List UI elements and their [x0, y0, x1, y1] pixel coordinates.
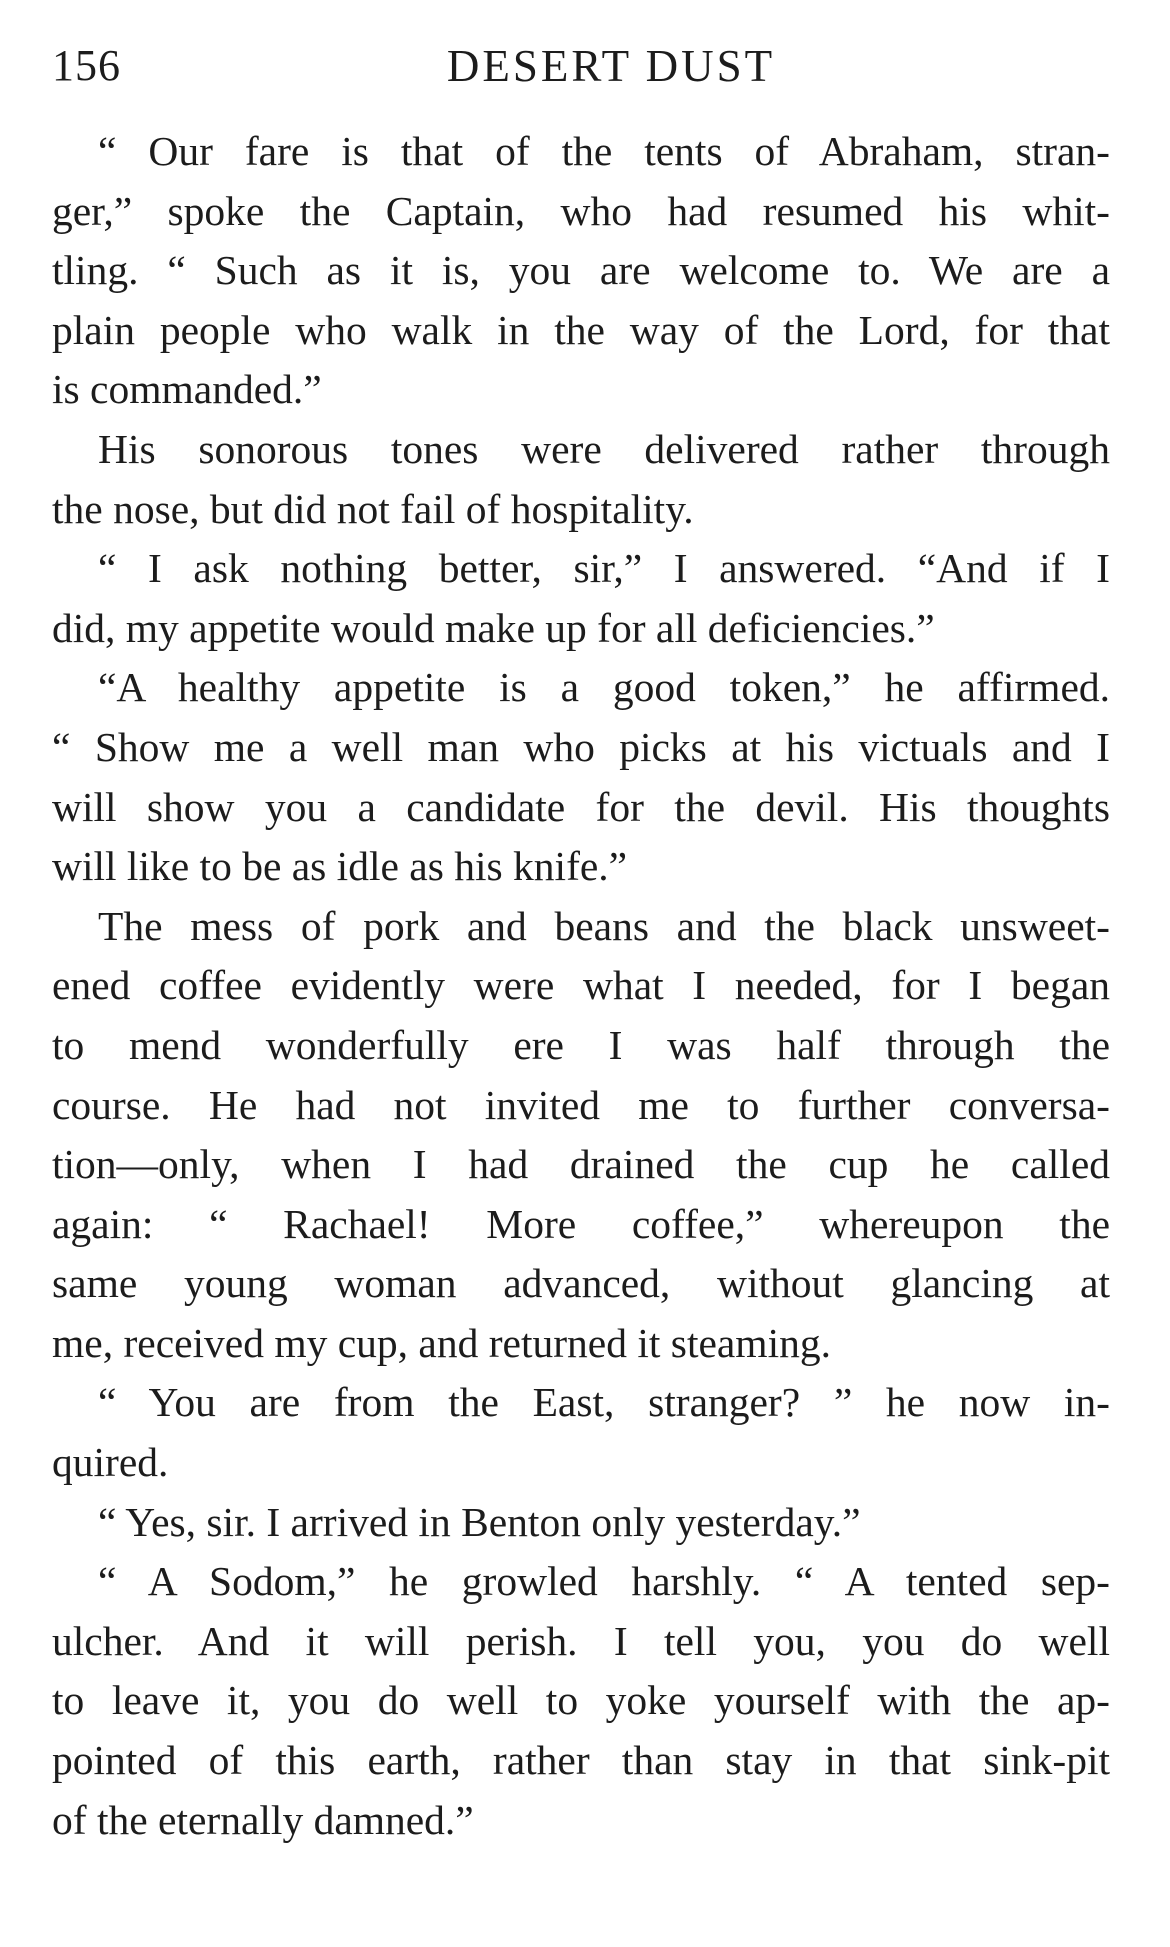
paragraph — [52, 1493, 1110, 1553]
paragraph — [52, 658, 1110, 896]
running-head — [52, 36, 1110, 96]
text-line: His sonorous tones were delivered rather through — [98, 425, 1110, 472]
text-line: plain people who walk in the way of the Lord, for that — [52, 306, 1110, 353]
text-line: “ Yes, sir. I arrived in Benton only yesterday.” — [98, 1498, 861, 1545]
text-line: ger,” spoke the Captain, who had resumed his whit- — [52, 187, 1110, 234]
text-line: is commanded.” — [52, 366, 322, 413]
text-line: will like to be as idle as his knife.” — [52, 843, 628, 890]
text-line: ulcher. And it will perish. I tell you, you do well — [52, 1617, 1110, 1664]
text-line: “A healthy appetite is a good token,” he affirmed. — [98, 664, 1110, 711]
text-line: course. He had not invited me to further conversa- — [52, 1081, 1110, 1128]
text-line: tling. “ Such as it is, you are welcome to. We are a — [52, 247, 1110, 294]
text-line: “ I ask nothing better, sir,” I answered. “And if I — [98, 545, 1110, 592]
text-line: “ Show me a well man who picks at his victuals and I — [52, 723, 1110, 770]
text-line: of the eternally damned.” — [52, 1796, 474, 1843]
text-line: me, received my cup, and returned it steaming. — [52, 1319, 831, 1366]
body-text — [52, 122, 1110, 1850]
paragraph — [52, 897, 1110, 1374]
paragraph — [52, 539, 1110, 658]
text-line: pointed of this earth, rather than stay in that sink-pit — [52, 1737, 1110, 1784]
text-line: to leave it, you do well to yoke yourself with the ap- — [52, 1677, 1110, 1724]
paragraph — [52, 1373, 1110, 1492]
text-line: the nose, but did not fail of hospitality. — [52, 485, 694, 532]
text-line: “ You are from the East, stranger? ” he now in- — [98, 1379, 1110, 1426]
text-line: “ Our fare is that of the tents of Abraham, stran- — [98, 128, 1110, 174]
paragraph — [52, 1552, 1110, 1850]
text-line: tion—only, when I had drained the cup he called — [52, 1141, 1110, 1188]
text-line: same young woman advanced, without glancing at — [52, 1260, 1110, 1307]
paragraph — [52, 420, 1110, 539]
paragraph — [52, 122, 1110, 420]
text-line: to mend wonderfully ere I was half through the — [52, 1021, 1110, 1068]
text-line: “ A Sodom,” he growled harshly. “ A tented sep- — [98, 1558, 1110, 1605]
running-title: DESERT DUST — [446, 41, 776, 91]
text-line: quired. — [52, 1439, 169, 1486]
text-line: The mess of pork and beans and the black unsweet- — [98, 902, 1110, 949]
text-line: did, my appetite would make up for all deficiencies.” — [52, 604, 935, 651]
page-number: 156 — [52, 41, 121, 90]
text-line: again: “ Rachael! More coffee,” whereupon the — [52, 1200, 1110, 1247]
text-line: will show you a candidate for the devil. His thoughts — [52, 783, 1110, 830]
text-line: ened coffee evidently were what I needed, for I began — [52, 962, 1110, 1009]
